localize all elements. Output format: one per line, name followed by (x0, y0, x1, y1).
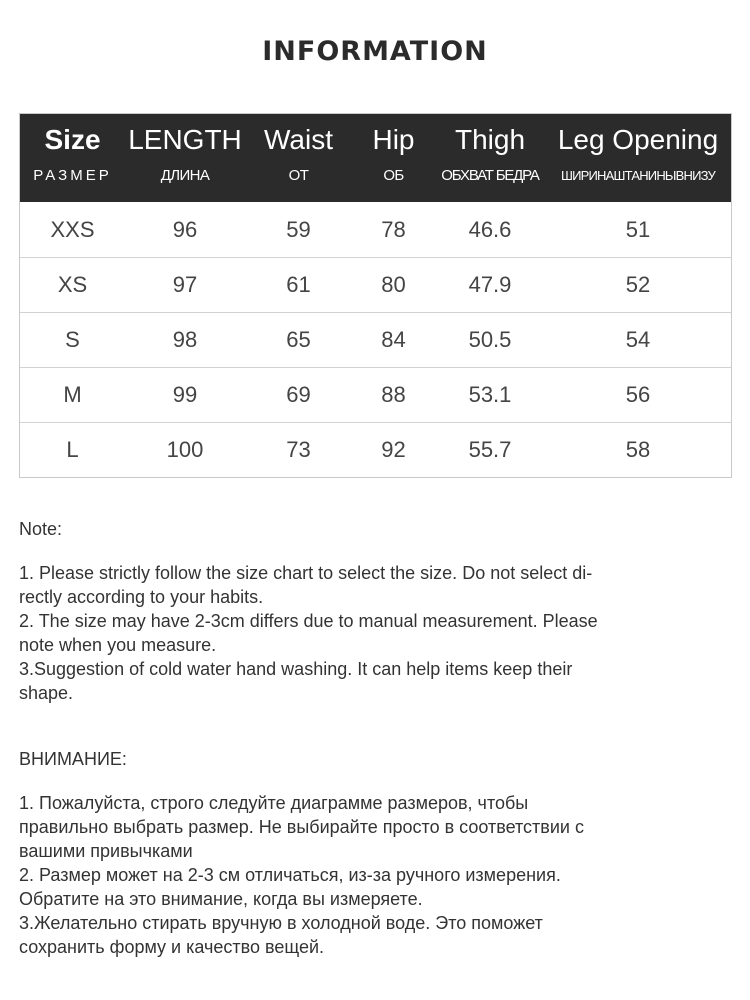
header-thigh (435, 114, 545, 202)
cell-hip: 88 (381, 382, 406, 407)
cell-hip: 78 (381, 216, 406, 242)
note-line: rectly according to your habits. (19, 587, 264, 607)
table-row (20, 202, 731, 257)
cell-waist: 65 (286, 327, 311, 352)
header-waist (245, 114, 352, 202)
header-leg-opening (545, 114, 731, 202)
notes-english (19, 517, 731, 705)
note-line: вашими привычками (19, 841, 193, 861)
header-length-en: LENGTH (128, 124, 242, 155)
header-size-ru: РАЗМЕР (33, 167, 112, 184)
note-line: 3.Suggestion of cold water hand washing. It can help items keep their (19, 659, 573, 679)
cell-leg-opening: 54 (625, 327, 651, 352)
note-line: 3.Желательно стирать вручную в холодной воде. Это поможет (19, 913, 543, 933)
header-length-ru: ДЛИНА (160, 167, 210, 184)
cell-thigh: 46.6 (468, 216, 512, 242)
header-hip-ru: ОБ (383, 167, 404, 184)
notes-russian (19, 747, 731, 959)
cell-length: 97 (172, 272, 198, 297)
notes-russian-heading: ВНИМАНИЕ: (19, 749, 127, 769)
cell-waist: 73 (286, 437, 311, 462)
cell-thigh: 55.7 (468, 437, 512, 462)
notes-english-heading: Note: (19, 519, 63, 539)
cell-waist: 69 (286, 382, 311, 407)
cell-waist: 61 (286, 272, 311, 297)
table-body (20, 202, 731, 477)
header-size (20, 114, 125, 202)
cell-size: M (63, 382, 82, 407)
cell-hip: 92 (381, 437, 406, 462)
table-row (20, 367, 731, 422)
header-hip-en: Hip (372, 124, 415, 155)
cell-leg-opening: 51 (625, 216, 651, 242)
page-title: INFORMATION (262, 36, 488, 67)
note-line: 2. Размер может на 2-3 см отличаться, из-за ручного измерения. (19, 865, 561, 885)
cell-thigh: 53.1 (468, 382, 512, 407)
header-leg-opening-en: Leg Opening (557, 124, 719, 155)
size-chart-table (19, 113, 732, 478)
table-row (20, 422, 731, 477)
cell-size: S (65, 327, 80, 352)
header-thigh-ru: ОБХВАТ БЕДРА (441, 167, 539, 184)
note-line: 1. Please strictly follow the size chart to select the size. Do not select di- (19, 563, 593, 583)
cell-size: XXS (50, 216, 95, 242)
cell-thigh: 47.9 (468, 272, 512, 297)
cell-leg-opening: 52 (625, 272, 651, 297)
cell-hip: 84 (381, 327, 406, 352)
cell-length: 96 (172, 216, 198, 242)
cell-length: 100 (166, 437, 204, 462)
note-line: 1. Пожалуйста, строго следуйте диаграмме размеров, чтобы (19, 793, 529, 813)
cell-leg-opening: 56 (625, 382, 651, 407)
cell-hip: 80 (381, 272, 406, 297)
cell-length: 98 (172, 327, 198, 352)
header-size-en: Size (44, 124, 101, 155)
header-waist-en: Waist (264, 124, 333, 155)
table-header (20, 114, 731, 202)
note-line: сохранить форму и качество вещей. (19, 937, 325, 957)
note-line: Обратите на это внимание, когда вы измеряете. (19, 889, 423, 909)
cell-length: 99 (172, 382, 198, 407)
table-row (20, 257, 731, 312)
cell-size: L (66, 437, 79, 462)
header-leg-opening-ru: ШИРИНАШТАНИНЫВНИЗУ (560, 168, 716, 183)
cell-thigh: 50.5 (468, 327, 512, 352)
note-line: 2. The size may have 2-3cm differs due to manual measurement. Please (19, 611, 598, 631)
note-line: правильно выбрать размер. Не выбирайте просто в соответствии с (19, 817, 584, 837)
header-length (125, 114, 245, 202)
header-hip (352, 114, 435, 202)
cell-waist: 59 (286, 216, 311, 242)
header-waist-ru: ОТ (288, 167, 309, 184)
table-row (20, 312, 731, 367)
cell-size: XS (57, 272, 88, 297)
header-thigh-en: Thigh (454, 124, 526, 155)
note-line: shape. (19, 683, 74, 703)
note-line: note when you measure. (19, 635, 217, 655)
cell-leg-opening: 58 (625, 437, 651, 462)
